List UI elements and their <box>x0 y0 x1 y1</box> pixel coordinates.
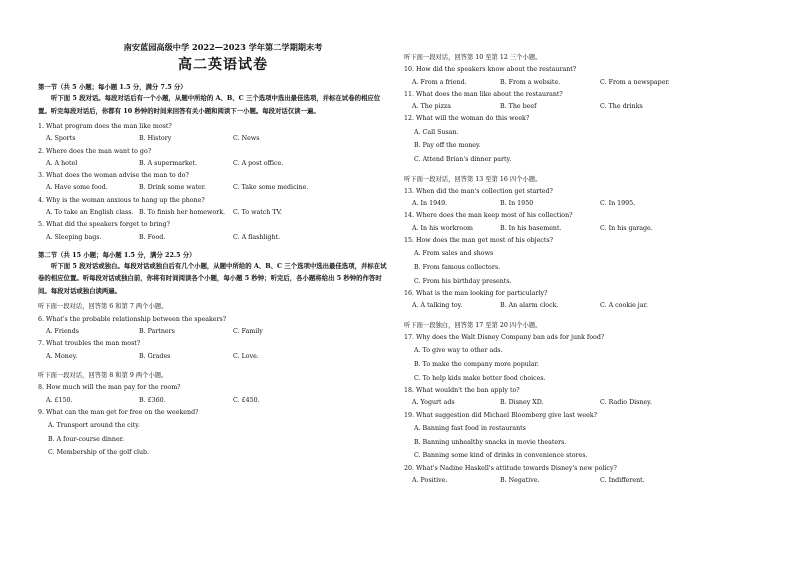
section2-heading: 第二节（共 15 小题；每小题 1.5 分，满分 22.5 分） <box>38 250 196 259</box>
question-text: 2. Where does the man want to go? <box>38 147 152 155</box>
option-b: B. Banning unhealthy snacks in movie theaters. <box>414 438 567 446</box>
question-text: 15. How does the man get most of his objects? <box>404 237 553 245</box>
question-12 <box>404 113 772 166</box>
option-c: C. Attend Brian's dinner party. <box>414 155 512 163</box>
question-10 <box>404 64 772 89</box>
question-9 <box>38 407 390 460</box>
question-text: 16. What is the man looking for particularly? <box>404 290 548 298</box>
option-a: A. To take an English class. <box>46 209 134 217</box>
question-text: 7. What troubles the man most? <box>38 340 141 348</box>
option-a: A. From a friend. <box>412 78 467 86</box>
option-b: B. A supermarket. <box>139 159 198 167</box>
option-a: A. Sports <box>46 135 76 143</box>
option-b: B. Food. <box>139 233 166 241</box>
question-3 <box>38 170 390 195</box>
option-a: A. Transport around the city. <box>48 422 140 430</box>
question-options <box>404 223 772 235</box>
option-b: B. Negative. <box>500 477 540 485</box>
option-c: C. From his birthday presents. <box>414 277 512 285</box>
question-options <box>404 77 772 89</box>
question-7 <box>38 338 390 363</box>
question-text: 20. What's Nadine Haskell's attitude towards Disney's new policy? <box>404 464 617 472</box>
option-c: C. To watch TV. <box>233 209 283 217</box>
option-c: C. Love. <box>233 352 259 360</box>
option-c: C. Banning some kind of drinks in convenience stores. <box>414 452 588 460</box>
group-intro: 听下面一段对话，回答第 10 至第 12 三个小题。 <box>404 54 542 61</box>
question-text: 13. When did the man's collection get started? <box>404 187 553 195</box>
option-c: C. News <box>233 135 260 143</box>
option-b: B. A four-course dinner. <box>48 435 125 443</box>
question-18 <box>404 385 772 410</box>
option-c: C. Indifferent. <box>600 477 645 485</box>
question-13 <box>404 186 772 211</box>
question-text: 10. How did the speakers know about the restaurant? <box>404 66 577 74</box>
question-text: 19. What suggestion did Michael Bloomberg give last week? <box>404 411 598 419</box>
question-1 <box>38 121 390 146</box>
option-a: A. The pizza <box>412 103 451 111</box>
question-options <box>38 158 390 170</box>
option-c: C. A flashlight. <box>233 233 281 241</box>
group-intro: 听下面一段独白，回答第 17 至第 20 四个小题。 <box>404 321 542 329</box>
question-options <box>38 133 390 145</box>
option-a: A. £150. <box>46 396 73 404</box>
section1-instructions: 听下面 5 段对话。每段对话后有一个小题，从题中所给的 A、B、C 三个选项中选出最佳选项，并标在试卷的相应位置。听完每段对话后，你都有 10 秒钟的时间来回答有关小题和阅读下一小题。每段对话仅读一遍。 <box>38 94 381 115</box>
question-options <box>404 397 772 409</box>
option-c: C. Family <box>233 328 263 336</box>
option-c: C. A post office. <box>233 159 284 167</box>
option-a: A. Positive. <box>412 477 448 485</box>
option-b: B. From famous collectors. <box>414 263 501 271</box>
option-a: A. Call Susan. <box>414 128 459 136</box>
question-text: 1. What program does the man like most? <box>38 123 172 130</box>
option-c: C. To help kids make better food choices. <box>414 374 546 382</box>
question-text: 4. Why is the woman anxious to hang up the phone? <box>38 196 205 204</box>
question-options <box>38 232 390 244</box>
option-c: C. Membership of the golf club. <box>48 449 150 457</box>
question-17 <box>404 332 772 385</box>
option-b: B. The beef <box>500 103 537 111</box>
option-a: A. Sleeping bags. <box>46 233 102 241</box>
question-20 <box>404 463 772 488</box>
group-intro: 听下面一段对话，回答第 8 和第 9 两个小题。 <box>38 371 168 379</box>
question-text: 12. What will the woman do this week? <box>404 115 530 123</box>
question-text: 8. How much will the man pay for the room? <box>38 384 181 392</box>
option-a: A. A talking toy. <box>412 302 463 310</box>
option-b: B. History <box>139 135 172 143</box>
exam-title: 高二英语试卷 <box>178 57 268 73</box>
question-19 <box>404 410 772 463</box>
option-a: A. Banning fast food in restaurants <box>414 424 526 432</box>
question-8 <box>38 382 390 407</box>
question-6 <box>38 314 390 339</box>
question-2 <box>38 146 390 171</box>
question-15 <box>404 235 772 288</box>
option-a: A. Money. <box>46 352 78 360</box>
option-a: A. In 1949. <box>412 200 448 208</box>
option-a: A. Have some food. <box>46 184 108 192</box>
option-b: B. In 1950 <box>500 200 534 208</box>
option-b: B. Drink some water. <box>139 184 207 192</box>
question-text: 5. What did the speakers forget to bring? <box>38 221 171 229</box>
option-c: C. In 1995. <box>600 200 636 208</box>
question-options <box>404 475 772 487</box>
option-a: A. Friends <box>46 328 79 336</box>
question-text: 11. What does the man like about the restaurant? <box>404 90 563 98</box>
question-text: 3. What does the woman advise the man to do? <box>38 172 189 180</box>
option-b: B. Pay off the money. <box>414 142 481 150</box>
option-a: A. A hotel <box>46 159 78 167</box>
question-options <box>404 198 772 210</box>
option-a: A. To give way to other ads. <box>414 347 503 355</box>
option-b: B. To finish her homework. <box>139 209 226 217</box>
question-4 <box>38 195 390 220</box>
question-options <box>38 326 390 338</box>
group-intro: 听下面一段对话，回答第 6 和第 7 两个小题。 <box>38 303 168 311</box>
question-text: 9. What can the man get for free on the weekend? <box>38 408 199 416</box>
option-c: C. From a newspaper. <box>600 78 670 86</box>
option-b: B. Partners <box>139 328 175 336</box>
school-header: 南安蓝园高级中学 2022—2023 学年第二学期期末考 <box>123 42 323 52</box>
option-c: C. Radio Disney. <box>600 399 652 407</box>
option-c: C. In his garage. <box>600 224 653 232</box>
section2-instructions: 听下面 5 段对话或独白。每段对话或独白后有几个小题，从题中所给的 A、B、C 三个选项中选出最佳选项，并标在试卷的相应位置。听每段对话或独白前，你将有时间阅读各个小题，每小题 5 秒钟；听完后，各小题将给出 5 秒钟的作答时间。每段对话或独白读两遍。 <box>38 261 387 295</box>
question-options <box>404 300 772 312</box>
section1-heading: 第一节（共 5 小题；每小题 1.5 分，满分 7.5 分） <box>38 83 187 91</box>
option-b: B. Disney XD. <box>500 399 544 407</box>
question-options <box>38 351 390 363</box>
question-text: 17. Why does the Walt Disney Company ban ads for junk food? <box>404 334 605 342</box>
question-options <box>404 101 772 113</box>
option-c: C. Take some medicine. <box>233 184 309 192</box>
option-a: A. Yogurt ads <box>412 399 455 407</box>
question-options <box>38 207 390 219</box>
option-b: B. £360. <box>139 396 166 404</box>
question-14 <box>404 210 772 235</box>
option-c: C. A cookie jar. <box>600 302 648 310</box>
question-text: 18. What wouldn't the ban apply to? <box>404 387 520 395</box>
option-b: B. In his basement. <box>500 224 562 232</box>
option-b: B. To make the company more popular. <box>414 360 539 368</box>
question-16 <box>404 288 772 313</box>
question-options <box>38 395 390 407</box>
right-column <box>404 52 772 487</box>
option-b: B. An alarm clock. <box>500 302 559 310</box>
question-options <box>38 182 390 194</box>
option-b: B. Grades <box>139 352 171 360</box>
group-intro: 听下面一段对话，回答第 13 至第 16 四个小题。 <box>404 175 542 183</box>
left-column <box>38 42 390 460</box>
option-b: B. From a website. <box>500 78 561 86</box>
option-c: C. The drinks <box>600 103 643 111</box>
question-5 <box>38 219 390 244</box>
question-text: 6. What's the probable relationship between the speakers? <box>38 315 227 323</box>
question-text: 14. Where does the man keep most of his collection? <box>404 212 573 220</box>
option-c: C. £450. <box>233 396 260 404</box>
option-a: A. In his workroom <box>412 224 473 232</box>
question-11 <box>404 89 772 114</box>
option-a: A. From sales and shows <box>414 250 494 258</box>
